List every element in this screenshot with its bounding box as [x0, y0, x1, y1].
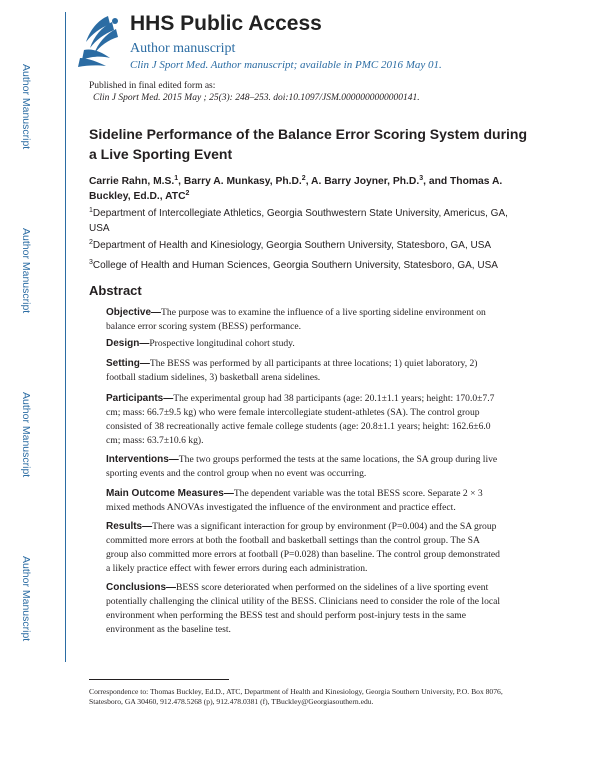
page-header: [76, 10, 576, 72]
affiliation: $^1$Department of Intercollegiate Athletics, Georgia Southwestern State University, Americus, GA, USA: [89, 207, 508, 234]
abstract-participants: Participants—The experimental group had 38 participants (age: 20.1±1.1 years; height: 170.0±7.7 cm; mass: 66.7±9.5 kg) who were female intercollegiate student-athletes (SA). The control group consisted of 38 recreationally active female college students (age: 20.8±1.1 years; height: 162.6±6.0 cm; mass: 63.7±10.6 kg).: [106, 393, 495, 447]
hhs-public-access-title: HHS Public Access: [130, 12, 322, 35]
author-manuscript-label: Author Manuscript: [20, 392, 32, 478]
author-name: Barry A. Munkasy, Ph.D.: [183, 176, 302, 187]
author-name: A. Barry Joyner, Ph.D.: [311, 176, 420, 187]
author-affiliation-mark: 2: [301, 175, 306, 182]
left-margin-sidebar: [0, 0, 66, 776]
article-title: Sideline Performance of the Balance Error Scoring System during a Live Sporting Event: [89, 126, 528, 162]
author-manuscript-label: Author Manuscript: [20, 228, 32, 314]
publication-info: [89, 80, 420, 104]
abstract-setting: Setting—The BESS was performed by all participants at three locations; 1) quiet laboratory, 2) football stadium sidelines, 3) basketball arena sidelines.: [106, 358, 478, 384]
header-citation: Clin J Sport Med. Author manuscript; available in PMC 2016 May 01.: [130, 59, 442, 71]
hhs-eagle-logo-icon: [76, 12, 126, 68]
sidebar-divider: [65, 12, 66, 662]
author-manuscript-subtitle: Author manuscript: [130, 41, 236, 56]
author-manuscript-label: Author Manuscript: [20, 64, 32, 150]
published-citation: Clin J Sport Med. 2015 May ; 25(3): 248–253. doi:10.1097/JSM.0000000000000141.: [93, 93, 420, 103]
abstract-heading: Abstract: [89, 283, 142, 298]
affiliation: $^2$Department of Health and Kinesiology, Georgia Southern University, Statesboro, GA, USA: [89, 239, 492, 251]
abstract-results: Results—There was a significant interaction for group by environment (P=0.004) and the SA group committed more errors at both the football and basketball settings than the control group. The SA group also committed more errors at football (P=0.028) than baseline. The control group demonstrated a likely practice effect with fewer errors during each administration.: [106, 521, 500, 575]
abstract-objective: Objective—The purpose was to examine the influence of a live sporting sideline environment on balance error scoring system (BESS) performance.: [106, 307, 486, 333]
author-list: Carrie Rahn, M.S.$^1$, Barry A. Munkasy, Ph.D.$^2$, A. Barry Joyner, Ph.D.$^3$, and Thomas A. Buckley, Ed.D., ATC$^2$: [89, 175, 503, 202]
author-name: Thomas A. Buckley, Ed.D., ATC: [89, 176, 503, 202]
abstract-design: Design—Prospective longitudinal cohort study.: [106, 338, 295, 349]
author-manuscript-label: Author Manuscript: [20, 556, 32, 642]
published-in-label: Published in final edited form as:: [89, 81, 216, 91]
abstract-conclusions: Conclusions—BESS score deteriorated when performed on the sidelines of a live sporting event potentially challenging the clinical utility of the BESS. Clinicians need to consider the role of the local environment when performing the BESS test and should perform post-injury tests in the same environment as the baseline test.: [106, 582, 501, 636]
author-affiliation-mark: 1: [174, 175, 179, 182]
author-name: Carrie Rahn, M.S.: [89, 176, 175, 187]
author-affiliation-mark: 3: [419, 175, 424, 182]
footnote-divider: [89, 679, 229, 680]
affiliation: $^3$College of Health and Human Sciences, Georgia Southern University, Statesboro, GA, USA: [89, 259, 498, 271]
correspondence-footnote: Correspondence to: Thomas Buckley, Ed.D., ATC, Department of Health and Kinesiology, Georgia Southern University, P.O. Box 8076, Statesboro, GA 30460, 912.478.5268 (p), 912.478.0381 (f), TBuckley@Georgiasouthern.edu.: [89, 687, 503, 706]
abstract-main-outcome-measures: Main Outcome Measures—The dependent variable was the total BESS score. Separate 2 × 3 mixed methods ANOVAs investigated the influence of the environment and practice effect.: [106, 488, 483, 514]
author-affiliation-mark: 2: [185, 190, 190, 197]
abstract-interventions: Interventions—The two groups performed the tests at the same locations, the SA group during live sporting events and the control group when no event was occurring.: [106, 454, 498, 480]
